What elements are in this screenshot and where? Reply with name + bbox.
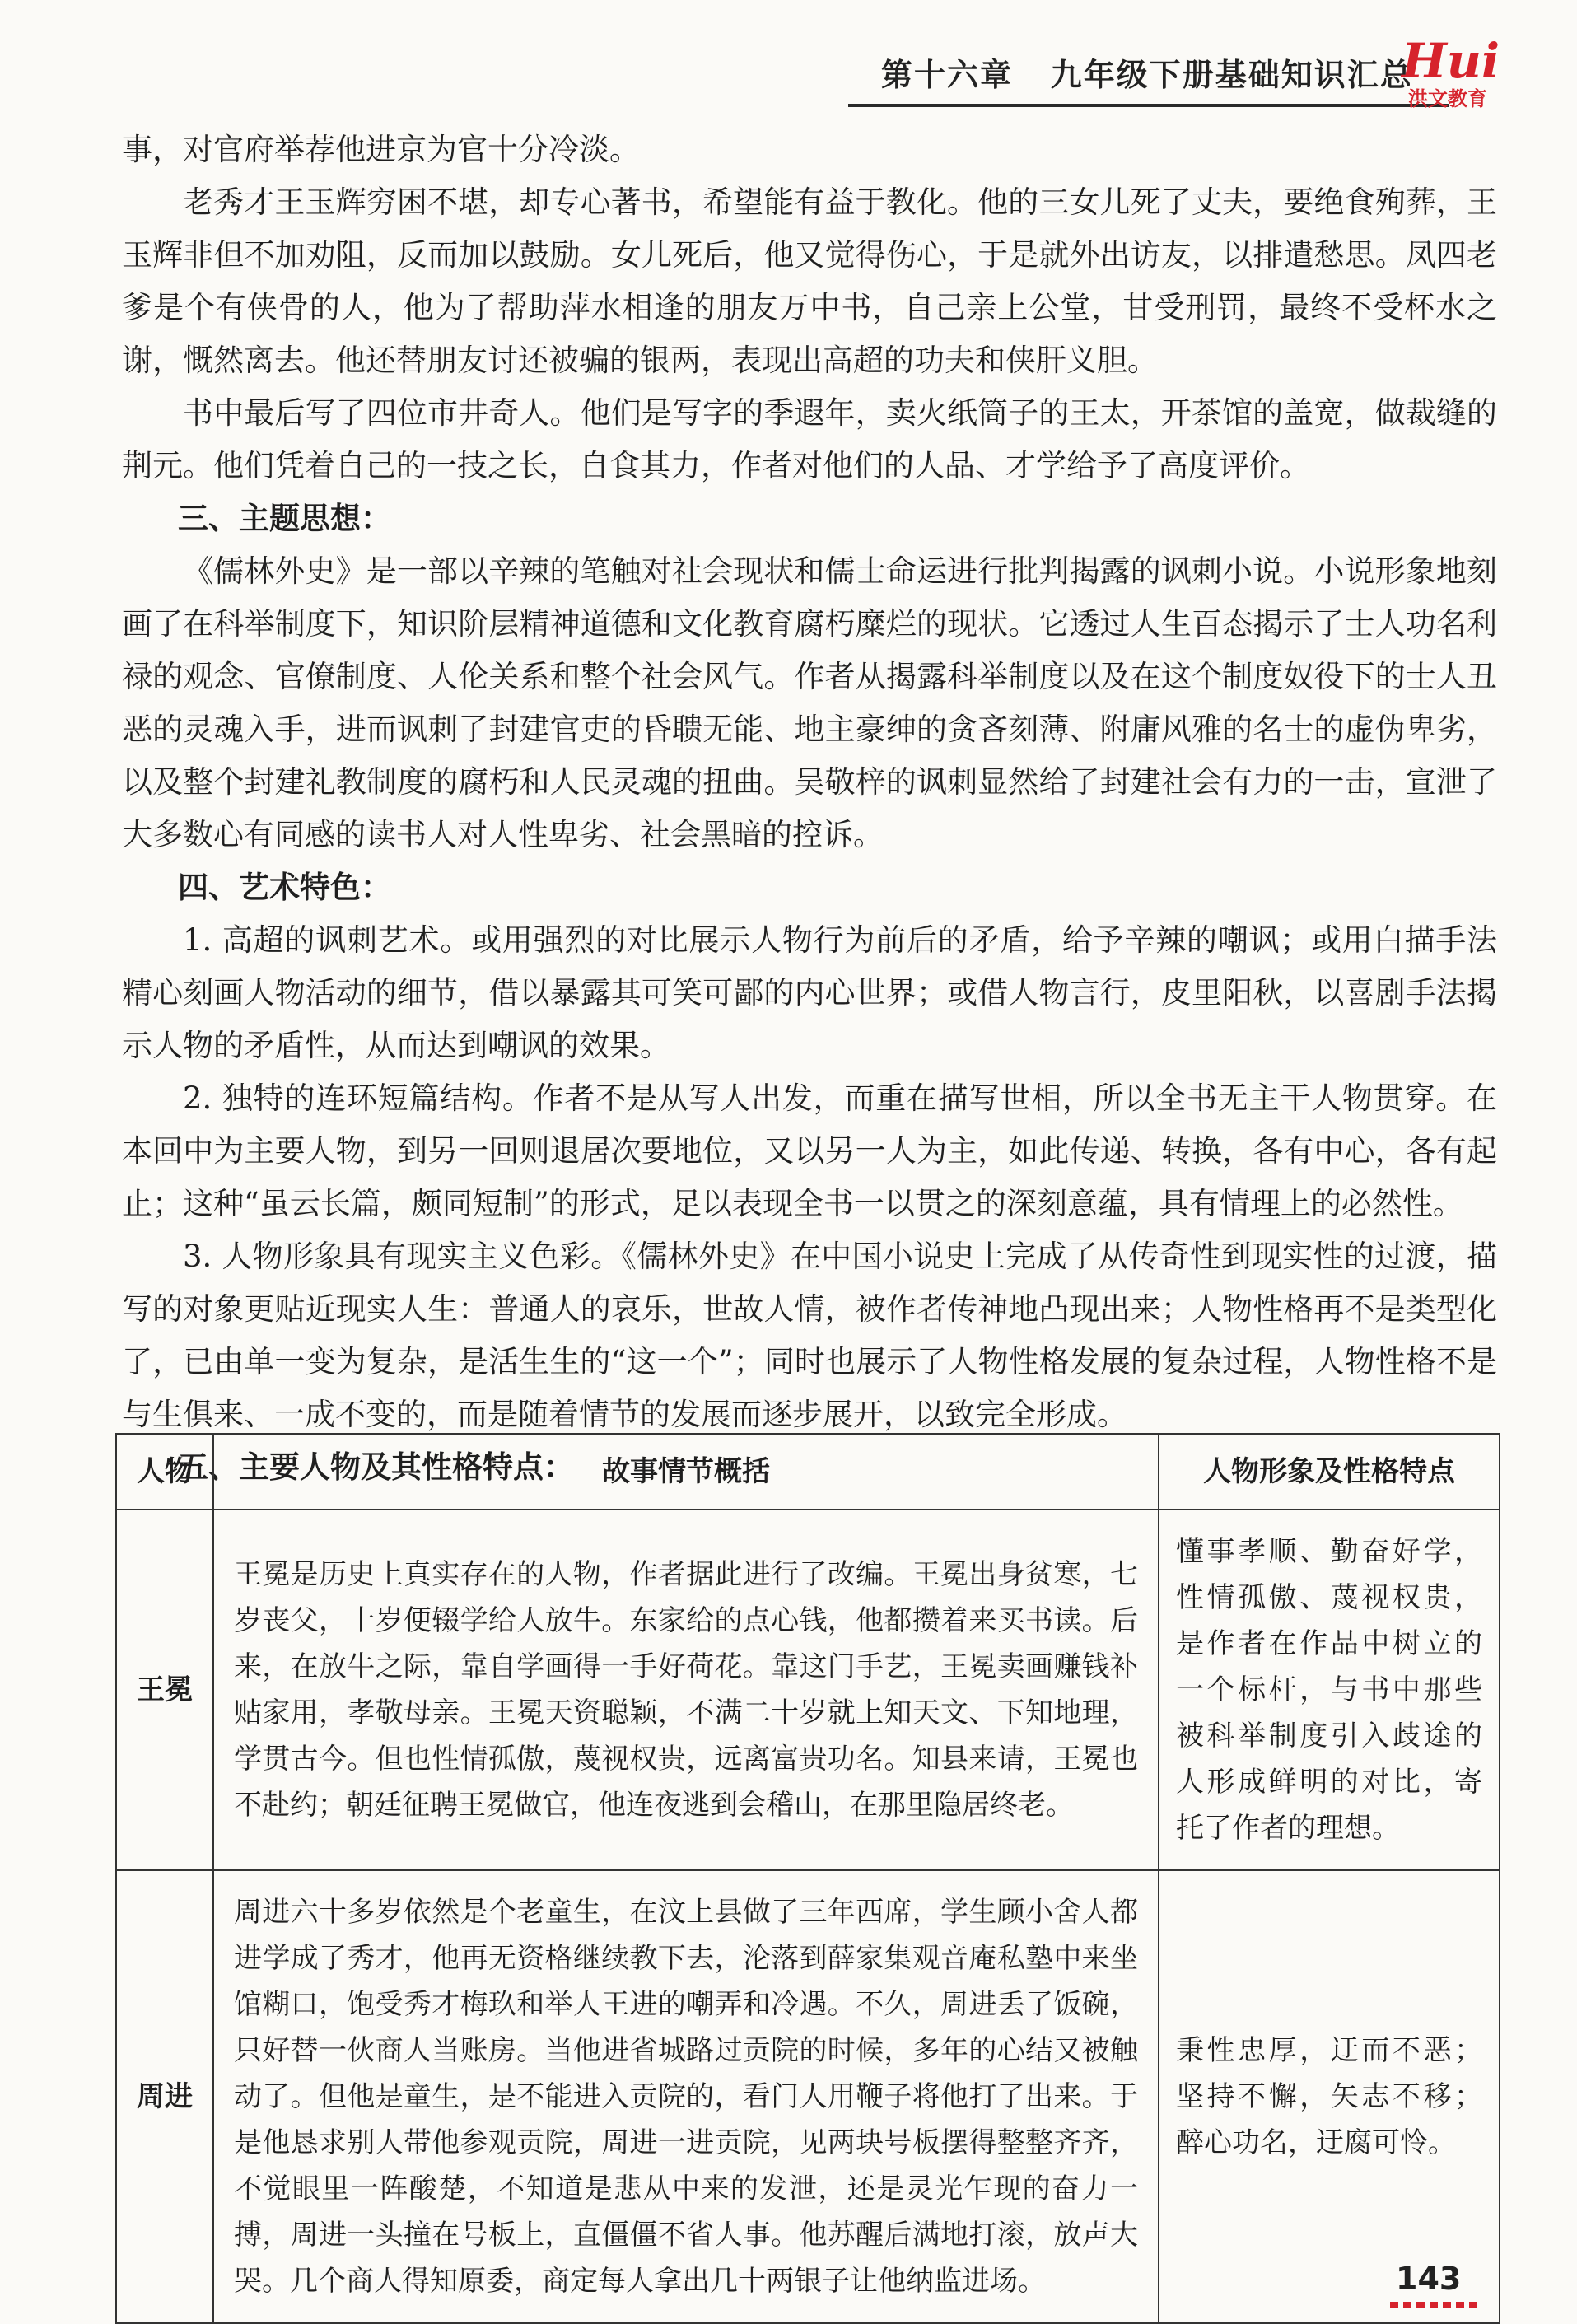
column-header-character: 人物 (116, 1434, 213, 1510)
character-table (115, 1433, 1500, 2324)
table-header-row (116, 1434, 1500, 1510)
paragraph: 《儒林外史》是一部以辛辣的笔触对社会现状和儒士命运进行批判揭露的讽刺小说。小说形象地刻画了在科举制度下，知识阶层精神道德和文化教育腐朽糜烂的现状。它透过人生百态揭示了士人功名利禄的观念、官僚制度、人伦关系和整个社会风气。作者从揭露科举制度以及在这个制度奴役下的士人丑恶的灵魂入手，进而讽刺了封建官吏的昏聩无能、地主豪绅的贪吝刻薄、附庸风雅的名士的虚伪卑劣，以及整个封建礼教制度的腐朽和人民灵魂的扭曲。吴敬梓的讽刺显然给了封建社会有力的一击，宣泄了大多数心有同感的读书人对人性卑劣、社会黑暗的控诉。 (122, 553, 1497, 852)
plot-summary: 王冕是历史上真实存在的人物，作者据此进行了改编。王冕出身贫寒，七岁丧父，十岁便辍学给人放牛。东家给的点心钱，他都攒着来买书读。后来，在放牛之际，靠自学画得一手好荷花。靠这门手艺，王冕卖画赚钱补贴家用，孝敬母亲。王冕天资聪颖，不满二十岁就上知天文、下知地理，学贯古今。但也性情孤傲，蔑视权贵，远离富贵功名。知县来请，王冕也不赴约；朝廷征聘王冕做官，他连夜逃到会稽山，在那里隐居终老。 (213, 1510, 1159, 1870)
paragraph: 事，对官府举荐他进京为官十分冷淡。 (122, 132, 640, 167)
table-row (116, 1870, 1500, 2323)
page-header (848, 33, 1500, 110)
logo-mark: Hui (1402, 33, 1500, 89)
section-heading-theme: 三、主题思想： (178, 501, 391, 536)
logo-subtitle: 洪文教育 (1408, 87, 1487, 110)
page-number-decoration (1390, 2302, 1481, 2308)
character-name: 王冕 (116, 1510, 213, 1870)
section-title: 九年级下册基础知识汇总 (1050, 57, 1413, 93)
plot-summary: 周进六十多岁依然是个老童生，在汶上县做了三年西席，学生顾小舍人都进学成了秀才，他再无资格继续教下去，沦落到薛家集观音庵私塾中来坐馆糊口，饱受秀才梅玖和举人王进的嘲弄和冷遇。不久，周进丢了饭碗，只好替一伙商人当账房。当他进省城路过贡院的时候，多年的心结又被触动了。但他是童生，是不能进入贡院的，看门人用鞭子将他打了出来。于是他恳求别人带他参观贡院，周进一进贡院，见两块号板摆得整整齐齐，不觉眼里一阵酸楚，不知道是悲从中来的发泄，还是灵光乍现的奋力一搏，周进一头撞在号板上，直僵僵不省人事。他苏醒后满地打滚，放声大哭。几个商人得知原委，商定每人拿出几十两银子让他纳监进场。 (213, 1870, 1159, 2323)
section-heading-art: 四、艺术特色： (178, 870, 391, 905)
column-header-plot: 故事情节概括 (213, 1434, 1159, 1510)
page-number: 143 (1396, 2261, 1462, 2297)
character-traits: 懂事孝顺、勤奋好学，性情孤傲、蔑视权贵，是作者在作品中树立的一个标杆，与书中那些被科举制度引入歧途的人形成鲜明的对比，寄托了作者的理想。 (1159, 1510, 1500, 1870)
character-name: 周进 (116, 1870, 213, 2323)
paragraph: 3. 人物形象具有现实主义色彩。《儒林外史》在中国小说史上完成了从传奇性到现实性的过渡，描写的对象更贴近现实人生：普通人的哀乐，世故人情，被作者传神地凸现出来；人物性格再不是类型化了，已由单一变为复杂，是活生生的“这一个”；同时也展示了人物性格发展的复杂过程，人物性格不是与生俱来、一成不变的，而是随着情节的发展而逐步展开，以致完全形成。 (122, 1239, 1497, 1432)
publisher-logo (1402, 33, 1500, 110)
paragraph: 书中最后写了四位市井奇人。他们是写字的季遐年，卖火纸筒子的王太，开茶馆的盖宽，做裁缝的荆元。他们凭着自己的一技之长，自食其力，作者对他们的人品、才学给予了高度评价。 (122, 395, 1497, 483)
paragraph: 1. 高超的讽刺艺术。或用强烈的对比展示人物行为前后的矛盾，给予辛辣的嘲讽；或用白描手法精心刻画人物活动的细节，借以暴露其可笑可鄙的内心世界；或借人物言行，皮里阳秋，以喜剧手法揭示人物的矛盾性，从而达到嘲讽的效果。 (122, 922, 1497, 1063)
paragraph: 老秀才王玉辉穷困不堪，却专心著书，希望能有益于教化。他的三女儿死了丈夫，要绝食殉葬，王玉辉非但不加劝阻，反而加以鼓励。女儿死后，他又觉得伤心，于是就外出访友，以排遣愁思。凤四老爹是个有侠骨的人，他为了帮助萍水相逢的朋友万中书，自己亲上公堂，甘受刑罚，最终不受杯水之谢，慨然离去。他还替朋友讨还被骗的银两，表现出高超的功夫和侠肝义胆。 (122, 184, 1497, 378)
header-title (881, 49, 1413, 95)
chapter-label: 第十六章 (881, 57, 1014, 93)
character-traits: 秉性忠厚，迂而不恶；坚持不懈，矢志不移；醉心功名，迂腐可怜。 (1159, 1870, 1500, 2323)
section-heading-characters: 五、主要人物及其性格特点： (178, 1449, 574, 1485)
table-row (116, 1510, 1500, 1870)
paragraph: 2. 独特的连环短篇结构。作者不是从写人出发，而重在描写世相，所以全书无主干人物贯穿。在本回中为主要人物，到另一回则退居次要地位，又以另一人为主，如此传递、转换，各有中心，各有起止；这种“虽云长篇，颇同短制”的形式，足以表现全书一以贯之的深刻意蕴，具有情理上的必然性。 (122, 1080, 1497, 1221)
main-content (122, 124, 1497, 1494)
column-header-traits: 人物形象及性格特点 (1159, 1434, 1500, 1510)
header-rule (848, 104, 1449, 107)
